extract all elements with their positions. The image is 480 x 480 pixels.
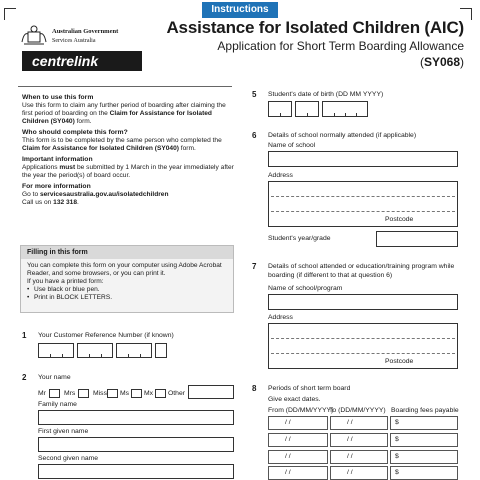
title-mrs-label: Mrs (64, 390, 76, 397)
bullet-item: • Print in BLOCK LETTERS. (27, 294, 227, 302)
school-postcode-label: Postcode (385, 216, 414, 223)
program-name-label: Name of school/program (268, 285, 343, 292)
crn-box-2[interactable] (77, 343, 113, 358)
more-info-text-2: Call us on (22, 199, 54, 206)
from-date-field[interactable]: / / (268, 466, 328, 480)
school-address-label: Address (268, 172, 293, 179)
form-code (420, 55, 464, 69)
year-grade-label: Student's year/grade (268, 235, 331, 242)
important-text-2: be submitted by 1 March in the year immediately after the year the period(s) of board occur. (22, 164, 234, 179)
filling-in-panel (20, 245, 234, 313)
important-heading: Important information (22, 156, 93, 163)
from-date-field[interactable]: / / (268, 450, 328, 464)
first-name-field[interactable] (38, 437, 234, 452)
to-date-field[interactable]: / / (330, 416, 388, 430)
title-mx-checkbox[interactable] (155, 389, 166, 398)
fees-field[interactable]: $ (390, 466, 458, 480)
q8-number: 8 (252, 384, 257, 393)
title-miss-checkbox[interactable] (107, 389, 118, 398)
important-bold: must (59, 164, 76, 171)
title-ms-checkbox[interactable] (131, 389, 142, 398)
info-section (22, 94, 234, 207)
q5-number: 5 (252, 90, 257, 99)
important-text (22, 164, 234, 180)
program-postcode-label: Postcode (385, 358, 414, 365)
crn-box-4[interactable] (155, 343, 167, 358)
more-info-text-3: . (77, 199, 79, 206)
to-column-header: To (DD/MM/YYYY) (329, 407, 386, 414)
from-date-field[interactable]: / / (268, 433, 328, 447)
coat-of-arms-icon (20, 24, 48, 46)
q2-label: Your name (38, 374, 71, 381)
agency-logo (18, 22, 144, 78)
dob-year-field[interactable] (322, 101, 368, 117)
important-text-1: Applications (22, 164, 60, 171)
government-name: Australian Government (52, 28, 119, 35)
who-text-1: This form is to be completed by the same person who completed the (22, 137, 222, 144)
school-name-label: Name of school (268, 142, 316, 149)
section-divider (18, 86, 232, 87)
title-miss-label: Miss (93, 390, 107, 397)
family-name-label: Family name (38, 401, 77, 408)
who-bold: Claim for Assistance for Isolated Children (SY040) (22, 145, 179, 152)
school-address-field[interactable] (268, 181, 458, 227)
to-date-field[interactable]: / / (330, 433, 388, 447)
program-name-field[interactable] (268, 294, 458, 310)
phone-number: 132 318 (53, 199, 77, 206)
when-text (22, 102, 234, 126)
printed-intro: If you have a printed form: (27, 278, 104, 285)
family-name-field[interactable] (38, 410, 234, 425)
to-date-field[interactable]: / / (330, 466, 388, 480)
q7-label: Details of school attended or education/training program while boarding (if different to that at question 6) (268, 263, 455, 279)
second-name-label: Second given name (38, 455, 99, 462)
program-address-field[interactable] (268, 323, 458, 369)
more-info-web (22, 191, 234, 199)
more-info-heading: For more information (22, 183, 91, 190)
form-code-close: ) (460, 55, 464, 69)
who-heading: Who should complete this form? (22, 129, 128, 136)
filling-text: You can complete this form on your computer using Adobe Acrobat Reader, and some browsers, or you can print it. (27, 262, 222, 277)
first-name-label: First given name (38, 428, 89, 435)
fees-field[interactable]: $ (390, 433, 458, 447)
q7-number: 7 (252, 262, 257, 271)
title-mr-label: Mr (38, 390, 46, 397)
q2-number: 2 (22, 373, 27, 382)
who-text-2: form. (178, 145, 196, 152)
more-info-phone (22, 199, 234, 207)
fees-field[interactable]: $ (390, 416, 458, 430)
q6-label: Details of school normally attended (if applicable) (268, 132, 417, 139)
dob-day-field[interactable] (268, 101, 292, 117)
fees-column-header: Boarding fees payable (391, 407, 459, 414)
title-other-field[interactable] (188, 385, 234, 399)
when-heading: When to use this form (22, 94, 94, 101)
to-date-field[interactable]: / / (330, 450, 388, 464)
q8-sublabel: Give exact dates. (268, 396, 321, 403)
q1-label: Your Customer Reference Number (if known) (38, 332, 174, 339)
who-text (22, 137, 234, 153)
when-bold: Claim for Assistance for Isolated Children (SY040) (22, 110, 212, 125)
when-text-2: form. (74, 118, 92, 125)
q8-label: Periods of short term board (268, 385, 351, 392)
more-info-text-1: Go to (22, 191, 40, 198)
filling-heading: Filling in this form (21, 246, 233, 259)
brand-logo: centrelink (22, 51, 142, 71)
q5-label: Student's date of birth (DD MM YYYY) (268, 91, 384, 98)
fees-field[interactable]: $ (390, 450, 458, 464)
program-address-label: Address (268, 314, 293, 321)
crn-box-3[interactable] (116, 343, 152, 358)
from-date-field[interactable]: / / (268, 416, 328, 430)
form-code-open: ( (419, 55, 424, 69)
title-other-label: Other (168, 390, 185, 397)
dob-month-field[interactable] (295, 101, 319, 117)
school-name-field[interactable] (268, 151, 458, 167)
from-column-header: From (DD/MM/YYYY) (268, 407, 334, 414)
form-title: Assistance for Isolated Children (AIC) (166, 18, 464, 37)
crn-box-1[interactable] (38, 343, 74, 358)
q1-number: 1 (22, 331, 27, 340)
second-name-field[interactable] (38, 464, 234, 479)
year-grade-field[interactable] (376, 231, 458, 247)
when-text-1: Use this form to claim any further period of boarding after claiming the first period of boarding on the (22, 102, 226, 117)
agency-name: Services Australia (52, 38, 96, 44)
title-mr-checkbox[interactable] (49, 389, 60, 398)
instructions-tab[interactable]: Instructions (202, 2, 278, 18)
q6-number: 6 (252, 131, 257, 140)
website-link[interactable]: servicesaustralia.gov.au/isolatedchildren (39, 191, 169, 198)
form-subtitle: Application for Short Term Boarding Allowance (217, 39, 464, 53)
corner-mark-top-left (4, 8, 16, 20)
title-ms-label: Ms (120, 390, 130, 397)
form-code-value: SY068 (423, 55, 460, 69)
title-mrs-checkbox[interactable] (78, 389, 89, 398)
title-mx-label: Mx (144, 390, 154, 397)
bullet-item: • Use black or blue pen. (27, 286, 227, 294)
